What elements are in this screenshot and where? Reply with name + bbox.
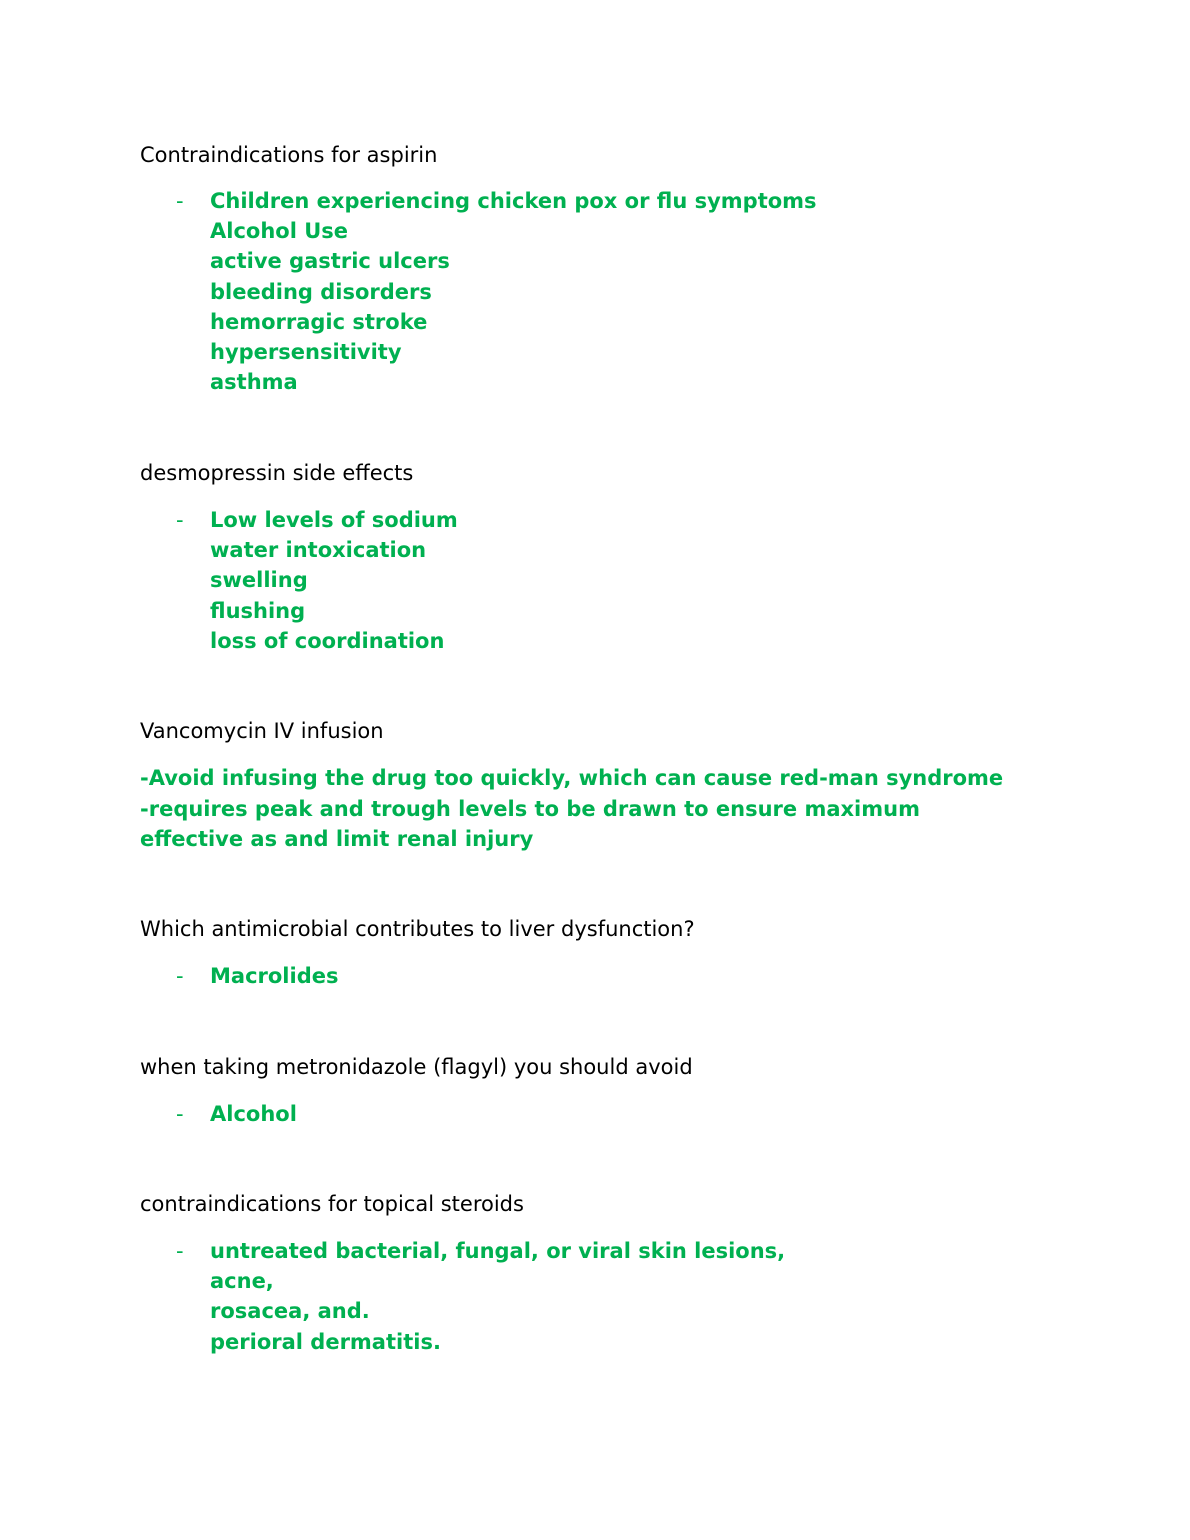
answer-list-metronidazole [210, 1099, 297, 1129]
list-item: bleeding disorders [210, 279, 432, 304]
section-heading-metronidazole: when taking metronidazole (flagyl) you should avoid [140, 1055, 693, 1079]
answer-list-aspirin [210, 186, 817, 397]
bullet-dash: - [176, 964, 184, 988]
answer-list-desmopressin [210, 505, 458, 656]
list-item: flushing [210, 598, 306, 623]
list-item: untreated bacterial, fungal, or viral skin lesions, [210, 1239, 786, 1263]
section-heading-desmopressin: desmopressin side effects [140, 461, 414, 485]
list-item: swelling [210, 568, 308, 593]
list-item: loss of coordination [210, 628, 445, 653]
section-heading-topical-steroids: contraindications for topical steroids [140, 1192, 524, 1216]
list-item: perioral dermatitis. [210, 1329, 441, 1354]
bullet-dash: - [176, 508, 184, 532]
bullet-dash: - [176, 1239, 184, 1263]
list-item: Alcohol Use [210, 219, 349, 244]
section-heading-aspirin: Contraindications for aspirin [140, 143, 438, 167]
list-item: Low levels of sodium [210, 508, 458, 532]
list-item: hemorragic stroke [210, 309, 428, 334]
paragraph-line: -requires peak and trough levels to be drawn to ensure maximum effective as and limit renal injury [140, 796, 920, 851]
paragraph-line: -Avoid infusing the drug too quickly, which can cause red-man syndrome [140, 766, 1004, 790]
list-item: active gastric ulcers [210, 249, 450, 274]
section-heading-liver: Which antimicrobial contributes to liver dysfunction? [140, 917, 695, 941]
answer-paragraph-vancomycin [140, 763, 1020, 855]
list-item: acne, [210, 1269, 274, 1294]
list-item: Alcohol [210, 1102, 297, 1126]
bullet-dash: - [176, 189, 184, 213]
list-item: water intoxication [210, 538, 427, 563]
answer-list-liver [210, 961, 338, 991]
bullet-dash: - [176, 1102, 184, 1126]
list-item: rosacea, and. [210, 1299, 370, 1324]
list-item: asthma [210, 370, 298, 395]
list-item: hypersensitivity [210, 340, 402, 365]
answer-list-topical-steroids [210, 1236, 785, 1357]
section-heading-vancomycin: Vancomycin IV infusion [140, 719, 384, 743]
list-item: Macrolides [210, 964, 339, 988]
list-item: Children experiencing chicken pox or flu symptoms [210, 189, 817, 213]
